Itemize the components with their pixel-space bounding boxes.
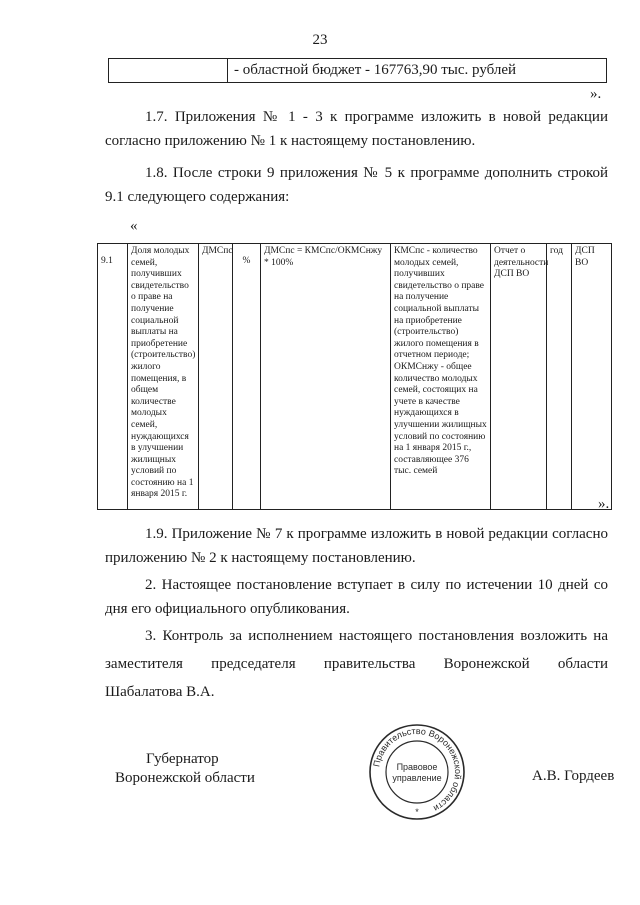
indicator-unit: %: [233, 244, 261, 510]
indicator-formula: ДМСпс = КМСпс/ОКМСнжу * 100%: [261, 244, 391, 510]
closing-quote: ».: [598, 496, 610, 512]
indicator-period: год: [547, 244, 572, 510]
stamp-ring-text: Правительство Воронежской области: [371, 725, 464, 814]
indicator-table: [97, 243, 612, 510]
stamp-center-line-1: Правовое: [396, 762, 438, 772]
budget-table-fragment: [108, 58, 607, 83]
indicator-description: КМСпс - количество молодых семей, получивших свидетельство о праве на получение социальной выплаты на приобретение (строительство) жилого помещения в отчетном периоде; ОКМСнжу - общее количество молодых семей, состоящих на учете в качестве нуждающихся в улучшении жилищных условий по состоянию на 1 января 2015 г., составляющее 376 тыс. семей: [391, 244, 491, 510]
paragraph-1-9: 1.9. Приложение № 7 к программе изложить в новой редакции согласно приложению № 2 к настоящему постановлению.: [105, 526, 608, 566]
table-row: [98, 244, 612, 510]
stamp-center-line-2: управление: [392, 773, 442, 783]
paragraph-1-8: 1.8. После строки 9 приложения № 5 к программе дополнить строкой 9.1 следующего содержания:: [105, 165, 608, 205]
indicator-name: Доля молодых семей, получивших свидетельство о праве на получение социальной выплаты на приобретение (строительство) жилого помещения, в общем количестве молодых семей, нуждающихся в улучшении жилищных условий по состоянию на 1 января 2015 г.: [128, 244, 199, 510]
opening-quote: «: [130, 218, 138, 234]
signer-title: Губернатор: [146, 751, 219, 767]
indicator-source: Отчет о деятельности ДСП ВО: [491, 244, 547, 510]
closing-quote: ».: [590, 86, 602, 102]
page-number: 23: [312, 32, 328, 48]
indicator-code: ДМСпс: [199, 244, 233, 510]
signer-name: А.В. Гордеев: [532, 768, 615, 784]
stamp-star: *: [415, 807, 419, 817]
indicator-responsible: ДСП ВО: [572, 244, 612, 510]
paragraph-1-7: 1.7. Приложения № 1 - 3 к программе изложить в новой редакции согласно приложению № 1 к настоящему постановлению.: [105, 109, 608, 149]
paragraph-2: 2. Настоящее постановление вступает в силу по истечении 10 дней со дня его официального опубликования.: [105, 577, 608, 617]
budget-table-empty-cell: [109, 59, 228, 83]
row-number: 9.1: [98, 244, 128, 510]
signer-region: Воронежской области: [115, 770, 255, 786]
official-stamp: [367, 722, 467, 822]
paragraph-3: 3. Контроль за исполнением настоящего постановления возложить на заместителя председателя правительства Воронежской области Шабалатова В.А.: [105, 628, 608, 700]
budget-table-value-cell: - областной бюджет - 167763,90 тыс. рублей: [228, 59, 607, 83]
